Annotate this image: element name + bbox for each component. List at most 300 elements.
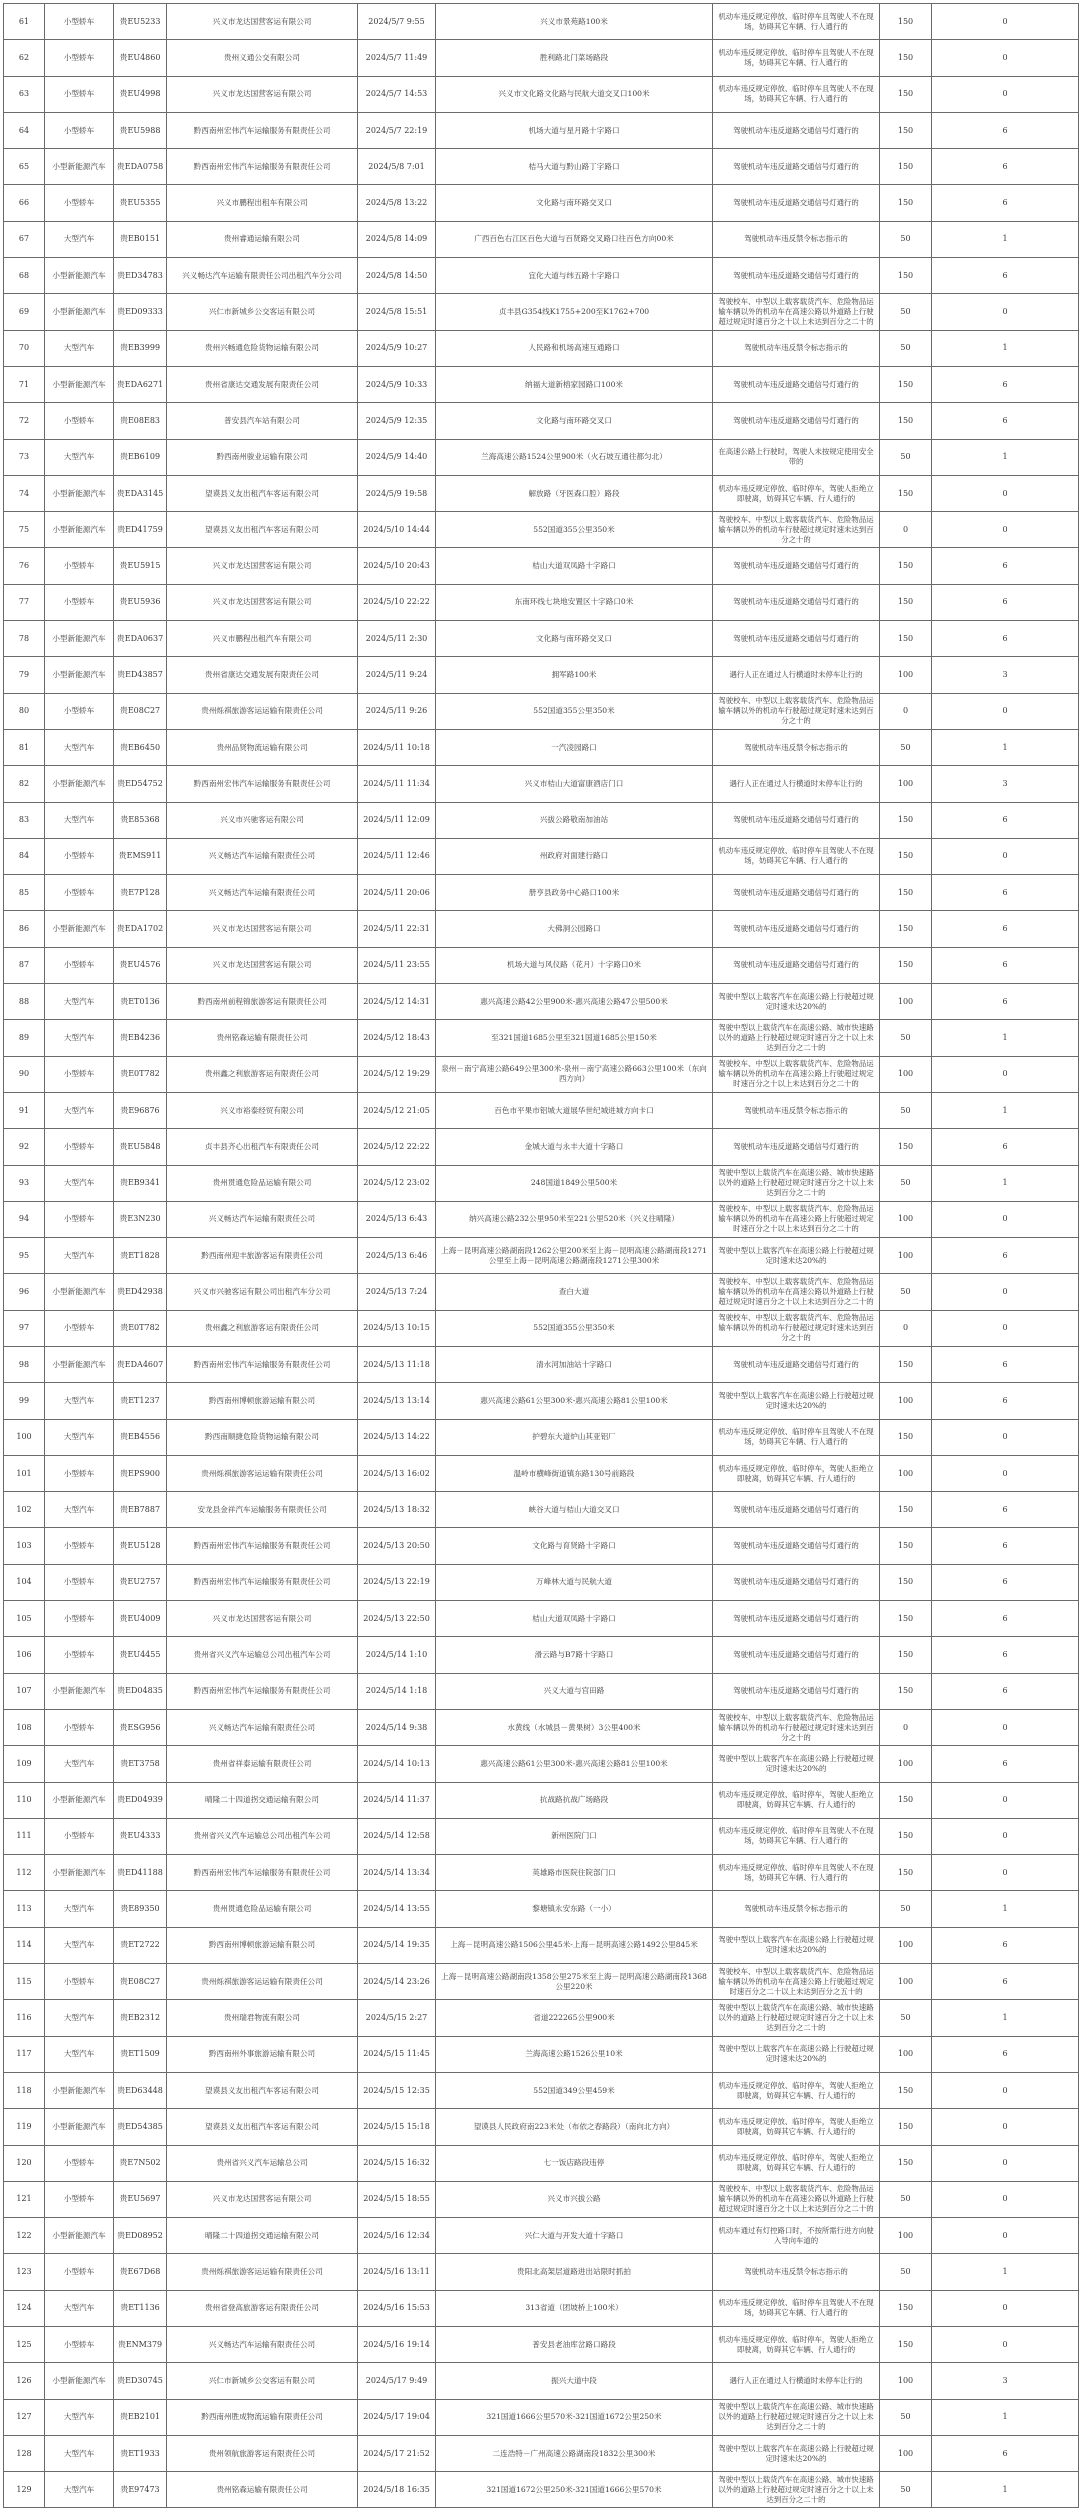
table-row xyxy=(4,1564,1079,1600)
fine-amount: 150 xyxy=(880,1419,932,1455)
row-number: 104 xyxy=(4,1564,45,1600)
row-number: 83 xyxy=(4,802,45,838)
vehicle-type: 大型汽车 xyxy=(45,1891,114,1927)
fine-amount: 150 xyxy=(880,875,932,911)
fine-amount: 150 xyxy=(880,40,932,76)
vehicle-type: 小型轿车 xyxy=(45,112,114,148)
fine-amount: 150 xyxy=(880,2290,932,2326)
row-number: 119 xyxy=(4,2109,45,2145)
violation-time: 2024/5/9 14:40 xyxy=(358,439,436,475)
company-name: 兴义市龙达国营客运有限公司 xyxy=(167,76,358,112)
row-number: 67 xyxy=(4,221,45,257)
vehicle-type: 大型汽车 xyxy=(45,1092,114,1128)
violation-time: 2024/5/14 10:13 xyxy=(358,1746,436,1782)
fine-amount: 0 xyxy=(880,1709,932,1745)
row-number: 66 xyxy=(4,185,45,221)
row-number: 122 xyxy=(4,2218,45,2254)
penalty-points: 1 xyxy=(932,2254,1079,2290)
violation-location: 313省道（团坡桥上100米） xyxy=(436,2290,713,2326)
violation-location: 贵阳北高架层道路进出站限时抓拍 xyxy=(436,2254,713,2290)
vehicle-type: 大型汽车 xyxy=(45,1238,114,1274)
violation-reason: 驾驶机动车违反禁令标志指示的 xyxy=(713,2254,880,2290)
vehicle-type: 小型新能源汽车 xyxy=(45,1274,114,1310)
vehicle-type: 小型轿车 xyxy=(45,1129,114,1165)
penalty-points: 1 xyxy=(932,2000,1079,2036)
vehicle-type: 小型新能源汽车 xyxy=(45,911,114,947)
row-number: 62 xyxy=(4,40,45,76)
table-row xyxy=(4,693,1079,729)
row-number: 129 xyxy=(4,2472,45,2508)
penalty-points: 6 xyxy=(932,403,1079,439)
fine-amount: 100 xyxy=(880,1056,932,1092)
penalty-points: 0 xyxy=(932,1855,1079,1891)
penalty-points: 6 xyxy=(932,1673,1079,1709)
penalty-points: 6 xyxy=(932,112,1079,148)
table-row xyxy=(4,766,1079,802)
violation-reason: 驾驶校车、中型以上载客载货汽车、危险物品运输车辆以外的机动车行驶超过规定时速未达到百分之十的 xyxy=(713,1310,880,1346)
fine-amount: 50 xyxy=(880,1274,932,1310)
penalty-points: 6 xyxy=(932,2036,1079,2072)
fine-amount: 0 xyxy=(880,512,932,548)
row-number: 65 xyxy=(4,149,45,185)
penalty-points: 1 xyxy=(932,2472,1079,2508)
row-number: 73 xyxy=(4,439,45,475)
fine-amount: 100 xyxy=(880,1455,932,1491)
violation-location: 桔马大道与黔山路丁字路口 xyxy=(436,149,713,185)
violation-time: 2024/5/12 23:02 xyxy=(358,1165,436,1201)
violation-time: 2024/5/13 10:15 xyxy=(358,1310,436,1346)
row-number: 110 xyxy=(4,1782,45,1818)
row-number: 114 xyxy=(4,1927,45,1963)
company-name: 贵州烁祺旅游客运运输有限责任公司 xyxy=(167,693,358,729)
table-row xyxy=(4,1056,1079,1092)
fine-amount: 150 xyxy=(880,185,932,221)
penalty-points: 0 xyxy=(932,40,1079,76)
plate-number: 贵EDA0637 xyxy=(114,621,167,657)
fine-amount: 100 xyxy=(880,1238,932,1274)
row-number: 77 xyxy=(4,584,45,620)
company-name: 兴义市兴驰客运有限公司出租汽车分公司 xyxy=(167,1274,358,1310)
company-name: 兴仁市新城乡公交客运有限公司 xyxy=(167,2363,358,2399)
table-row xyxy=(4,2254,1079,2290)
penalty-points: 6 xyxy=(932,1238,1079,1274)
table-body xyxy=(4,4,1079,2508)
company-name: 黔西南州宏伟汽车运输服务有限责任公司 xyxy=(167,766,358,802)
penalty-points: 1 xyxy=(932,221,1079,257)
plate-number: 贵EB2312 xyxy=(114,2000,167,2036)
company-name: 兴义市龙达国营客运有限公司 xyxy=(167,548,358,584)
violation-reason: 遇行人正在通过人行横道时未停车让行的 xyxy=(713,2363,880,2399)
violation-time: 2024/5/12 19:29 xyxy=(358,1056,436,1092)
plate-number: 贵EU5355 xyxy=(114,185,167,221)
penalty-points: 6 xyxy=(932,548,1079,584)
row-number: 124 xyxy=(4,2290,45,2326)
violation-location: 552国道349公里459米 xyxy=(436,2072,713,2108)
table-row xyxy=(4,403,1079,439)
table-row xyxy=(4,947,1079,983)
company-name: 望谟县义友出租汽车客运有限公司 xyxy=(167,2072,358,2108)
violation-reason: 驾驶机动车违反禁令标志指示的 xyxy=(713,1891,880,1927)
violation-reason: 在高速公路上行驶时，驾驶人未按规定使用安全带的 xyxy=(713,439,880,475)
violation-location: 552国道355公里350米 xyxy=(436,512,713,548)
violation-location: 惠兴高速公路61公里300米-惠兴高速公路81公里100米 xyxy=(436,1746,713,1782)
table-row xyxy=(4,1601,1079,1637)
vehicle-type: 大型汽车 xyxy=(45,984,114,1020)
table-row xyxy=(4,1637,1079,1673)
fine-amount: 150 xyxy=(880,1129,932,1165)
violation-time: 2024/5/11 12:09 xyxy=(358,802,436,838)
company-name: 黔西南州宏伟汽车运输服务有限责任公司 xyxy=(167,1564,358,1600)
row-number: 78 xyxy=(4,621,45,657)
company-name: 黔西南州宏伟汽车运输服务有限责任公司 xyxy=(167,1855,358,1891)
violation-location: 七一饭店路段违停 xyxy=(436,2145,713,2181)
vehicle-type: 小型新能源汽车 xyxy=(45,294,114,330)
fine-amount: 150 xyxy=(880,802,932,838)
violation-location: 省道222265公里900米 xyxy=(436,2000,713,2036)
penalty-points: 0 xyxy=(932,2181,1079,2217)
table-row xyxy=(4,1274,1079,1310)
violation-time: 2024/5/8 14:09 xyxy=(358,221,436,257)
row-number: 118 xyxy=(4,2072,45,2108)
vehicle-type: 小型新能源汽车 xyxy=(45,2363,114,2399)
violation-location: 兴义市文化路文化路与民航大道交叉口100米 xyxy=(436,76,713,112)
violation-reason: 驾驶中型以上载客汽车在高速公路上行驶超过规定时速未达20%的 xyxy=(713,1238,880,1274)
plate-number: 贵ED04835 xyxy=(114,1673,167,1709)
company-name: 贵州铭森运输有限责任公司 xyxy=(167,1020,358,1056)
violation-time: 2024/5/13 18:32 xyxy=(358,1492,436,1528)
vehicle-type: 大型汽车 xyxy=(45,2000,114,2036)
penalty-points: 0 xyxy=(932,1782,1079,1818)
table-row xyxy=(4,439,1079,475)
fine-amount: 50 xyxy=(880,2472,932,2508)
violation-time: 2024/5/13 20:50 xyxy=(358,1528,436,1564)
row-number: 96 xyxy=(4,1274,45,1310)
violation-location: 册亨县政务中心路口100米 xyxy=(436,875,713,911)
violation-reason: 驾驶中型以上载货汽车在高速公路、城市快速路以外的道路上行驶超过规定时速百分之十以上未达到百分之二十的 xyxy=(713,2399,880,2435)
penalty-points: 6 xyxy=(932,1383,1079,1419)
plate-number: 贵ED30745 xyxy=(114,2363,167,2399)
plate-number: 贵E08C27 xyxy=(114,693,167,729)
violation-reason: 驾驶机动车违反道路交通信号灯通行的 xyxy=(713,1601,880,1637)
table-row xyxy=(4,657,1079,693)
row-number: 86 xyxy=(4,911,45,947)
row-number: 85 xyxy=(4,875,45,911)
violation-location: 解放路（牙医森口腔）路段 xyxy=(436,475,713,511)
violation-reason: 机动车违反规定停放、临时停车且驾驶人不在现场，妨碍其它车辆、行人通行的 xyxy=(713,4,880,40)
row-number: 111 xyxy=(4,1818,45,1854)
plate-number: 贵ET2722 xyxy=(114,1927,167,1963)
penalty-points: 6 xyxy=(932,1746,1079,1782)
plate-number: 贵EDA1702 xyxy=(114,911,167,947)
company-name: 黔西南州前程锦旅游客运有限责任公司 xyxy=(167,984,358,1020)
fine-amount: 150 xyxy=(880,366,932,402)
company-name: 兴义市龙达国营客运有限公司 xyxy=(167,4,358,40)
penalty-points: 0 xyxy=(932,2109,1079,2145)
vehicle-type: 小型新能源汽车 xyxy=(45,366,114,402)
plate-number: 贵ET3758 xyxy=(114,1746,167,1782)
table-row xyxy=(4,4,1079,40)
plate-number: 贵E3N230 xyxy=(114,1201,167,1237)
vehicle-type: 大型汽车 xyxy=(45,1020,114,1056)
violation-location: 552国道355公里350米 xyxy=(436,693,713,729)
company-name: 贵州鑫之利旅游客运有限责任公司 xyxy=(167,1056,358,1092)
fine-amount: 150 xyxy=(880,475,932,511)
row-number: 100 xyxy=(4,1419,45,1455)
violation-reason: 驾驶中型以上载客汽车在高速公路上行驶超过规定时速未达20%的 xyxy=(713,1383,880,1419)
violation-location: 兴义大道与官田路 xyxy=(436,1673,713,1709)
row-number: 112 xyxy=(4,1855,45,1891)
violation-time: 2024/5/7 22:19 xyxy=(358,112,436,148)
plate-number: 贵EB6450 xyxy=(114,729,167,765)
row-number: 69 xyxy=(4,294,45,330)
penalty-points: 6 xyxy=(932,1564,1079,1600)
vehicle-type: 小型新能源汽车 xyxy=(45,1346,114,1382)
violation-reason: 机动车违反规定停放、临时停车，驾驶人拒绝立即驶离，妨碍其它车辆、行人通行的 xyxy=(713,475,880,511)
violation-time: 2024/5/10 20:43 xyxy=(358,548,436,584)
fine-amount: 150 xyxy=(880,548,932,584)
plate-number: 贵ET0136 xyxy=(114,984,167,1020)
violation-reason: 机动车违反规定停放、临时停车，驾驶人拒绝立即驶离，妨碍其它车辆、行人通行的 xyxy=(713,2109,880,2145)
table-row xyxy=(4,1927,1079,1963)
vehicle-type: 大型汽车 xyxy=(45,2472,114,2508)
table-row xyxy=(4,2000,1079,2036)
violation-reason: 驾驶校车、中型以上载客载货汽车、危险物品运输车辆以外的机动车在高速公路以外道路上行驶超过规定时速百分之十以上未达到百分之二十的 xyxy=(713,2181,880,2217)
violation-location: 查白大道 xyxy=(436,1274,713,1310)
row-number: 105 xyxy=(4,1601,45,1637)
penalty-points: 0 xyxy=(932,4,1079,40)
vehicle-type: 小型新能源汽车 xyxy=(45,657,114,693)
row-number: 80 xyxy=(4,693,45,729)
company-name: 晴隆二十四道拐交通运输有限公司 xyxy=(167,1782,358,1818)
vehicle-type: 小型轿车 xyxy=(45,584,114,620)
vehicle-type: 小型轿车 xyxy=(45,1564,114,1600)
violation-time: 2024/5/18 16:35 xyxy=(358,2472,436,2508)
fine-amount: 150 xyxy=(880,258,932,294)
fine-amount: 100 xyxy=(880,2435,932,2471)
fine-amount: 150 xyxy=(880,2109,932,2145)
violation-time: 2024/5/9 10:27 xyxy=(358,330,436,366)
violation-reason: 驾驶机动车违反禁令标志指示的 xyxy=(713,330,880,366)
penalty-points: 1 xyxy=(932,1092,1079,1128)
table-row xyxy=(4,875,1079,911)
plate-number: 贵ET1933 xyxy=(114,2435,167,2471)
row-number: 115 xyxy=(4,1964,45,2000)
company-name: 贵州省兴义汽车运输总公司出租汽车公司 xyxy=(167,1818,358,1854)
violation-location: 水黄线（水城县－黄果树）3公里400米 xyxy=(436,1709,713,1745)
violation-reason: 驾驶中型以上载货汽车在高速公路、城市快速路以外的道路上行驶超过规定时速百分之十以上未达到百分之二十的 xyxy=(713,1020,880,1056)
table-row xyxy=(4,1092,1079,1128)
penalty-points: 0 xyxy=(932,294,1079,330)
row-number: 84 xyxy=(4,838,45,874)
fine-amount: 50 xyxy=(880,2254,932,2290)
violation-time: 2024/5/12 18:43 xyxy=(358,1020,436,1056)
violation-reason: 驾驶中型以上载客汽车在高速公路上行驶超过规定时速未达20%的 xyxy=(713,2036,880,2072)
violation-location: 英雄路市医院住院部门口 xyxy=(436,1855,713,1891)
plate-number: 贵EU2757 xyxy=(114,1564,167,1600)
table-row xyxy=(4,984,1079,1020)
violation-time: 2024/5/13 22:50 xyxy=(358,1601,436,1637)
violation-location: 桔山大道双凤路十字路口 xyxy=(436,548,713,584)
penalty-points: 1 xyxy=(932,1891,1079,1927)
plate-number: 贵EU4009 xyxy=(114,1601,167,1637)
fine-amount: 50 xyxy=(880,294,932,330)
violation-time: 2024/5/9 19:58 xyxy=(358,475,436,511)
table-row xyxy=(4,1419,1079,1455)
company-name: 贵州鑫之利旅游客运有限责任公司 xyxy=(167,1310,358,1346)
violation-location: 望谟县人民政府南223米处（布依之春路段）（南向北方向） xyxy=(436,2109,713,2145)
violation-reason: 驾驶机动车违反道路交通信号灯通行的 xyxy=(713,403,880,439)
penalty-points: 0 xyxy=(932,838,1079,874)
violation-reason: 驾驶机动车违反道路交通信号灯通行的 xyxy=(713,1673,880,1709)
violation-reason: 遇行人正在通过人行横道时未停车让行的 xyxy=(713,657,880,693)
violation-reason: 机动车违反规定停放、临时停车且驾驶人不在现场，妨碍其它车辆、行人通行的 xyxy=(713,838,880,874)
fine-amount: 100 xyxy=(880,2218,932,2254)
plate-number: 贵EB3999 xyxy=(114,330,167,366)
vehicle-type: 小型轿车 xyxy=(45,1455,114,1491)
vehicle-type: 小型轿车 xyxy=(45,185,114,221)
plate-number: 贵E97473 xyxy=(114,2472,167,2508)
violation-time: 2024/5/15 2:27 xyxy=(358,2000,436,2036)
vehicle-type: 小型新能源汽车 xyxy=(45,766,114,802)
violation-time: 2024/5/7 9:55 xyxy=(358,4,436,40)
row-number: 64 xyxy=(4,112,45,148)
penalty-points: 1 xyxy=(932,1020,1079,1056)
plate-number: 贵ED42938 xyxy=(114,1274,167,1310)
vehicle-type: 小型轿车 xyxy=(45,693,114,729)
plate-number: 贵EB2101 xyxy=(114,2399,167,2435)
row-number: 90 xyxy=(4,1056,45,1092)
violation-location: 清水河加油站十字路口 xyxy=(436,1346,713,1382)
plate-number: 贵EU4998 xyxy=(114,76,167,112)
vehicle-type: 小型新能源汽车 xyxy=(45,1673,114,1709)
violation-reason: 机动车违反规定停放、临时停车，驾驶人拒绝立即驶离，妨碍其它车辆、行人通行的 xyxy=(713,2327,880,2363)
violation-reason: 驾驶机动车违反道路交通信号灯通行的 xyxy=(713,947,880,983)
plate-number: 贵EB4236 xyxy=(114,1020,167,1056)
violation-reason: 驾驶校车、中型以上载客载货汽车、危险物品运输车辆以外的机动车在高速公路上行驶超过规定时速百分之二十以上未达到百分之五十的 xyxy=(713,1964,880,2000)
violation-reason: 机动车违反规定停放、临时停车且驾驶人不在现场，妨碍其它车辆、行人通行的 xyxy=(713,1818,880,1854)
vehicle-type: 大型汽车 xyxy=(45,2399,114,2435)
fine-amount: 150 xyxy=(880,1637,932,1673)
plate-number: 贵EU4333 xyxy=(114,1818,167,1854)
vehicle-type: 大型汽车 xyxy=(45,1746,114,1782)
violation-location: 州政府对面建行路口 xyxy=(436,838,713,874)
violation-time: 2024/5/8 7:01 xyxy=(358,149,436,185)
vehicle-type: 小型轿车 xyxy=(45,1637,114,1673)
plate-number: 贵EB7887 xyxy=(114,1492,167,1528)
fine-amount: 100 xyxy=(880,1746,932,1782)
row-number: 128 xyxy=(4,2435,45,2471)
fine-amount: 150 xyxy=(880,911,932,947)
table-row xyxy=(4,1709,1079,1745)
table-row xyxy=(4,1673,1079,1709)
violation-time: 2024/5/14 1:18 xyxy=(358,1673,436,1709)
penalty-points: 0 xyxy=(932,693,1079,729)
plate-number: 贵ED08952 xyxy=(114,2218,167,2254)
violation-reason: 驾驶校车、中型以上载客载货汽车、危险物品运输车辆以外的机动车行驶超过规定时速未达到百分之十的 xyxy=(713,512,880,548)
company-name: 兴义市鹏程出租车有限公司 xyxy=(167,185,358,221)
penalty-points: 6 xyxy=(932,1637,1079,1673)
violation-time: 2024/5/13 7:24 xyxy=(358,1274,436,1310)
table-row xyxy=(4,2399,1079,2435)
vehicle-type: 大型汽车 xyxy=(45,1419,114,1455)
penalty-points: 6 xyxy=(932,1492,1079,1528)
violation-location: 兴义市景苑路100米 xyxy=(436,4,713,40)
violation-time: 2024/5/13 22:19 xyxy=(358,1564,436,1600)
company-name: 贵州贯通危险品运输有限公司 xyxy=(167,1891,358,1927)
company-name: 兴义市龙达国营客运有限公司 xyxy=(167,1601,358,1637)
violation-reason: 驾驶中型以上载货汽车在高速公路、城市快速路以外的道路上行驶超过规定时速百分之十以上未达到百分之二十的 xyxy=(713,2472,880,2508)
company-name: 黔西南州宏伟汽车运输服务有限责任公司 xyxy=(167,149,358,185)
row-number: 117 xyxy=(4,2036,45,2072)
fine-amount: 150 xyxy=(880,1564,932,1600)
plate-number: 贵ET1509 xyxy=(114,2036,167,2072)
penalty-points: 1 xyxy=(932,729,1079,765)
violation-time: 2024/5/10 14:44 xyxy=(358,512,436,548)
violation-time: 2024/5/15 18:55 xyxy=(358,2181,436,2217)
row-number: 123 xyxy=(4,2254,45,2290)
violation-reason: 机动车通过有灯控路口时，不按所需行进方向驶入导向车道的 xyxy=(713,2218,880,2254)
table-row xyxy=(4,2145,1079,2181)
violation-location: 文化路与南环路交叉口 xyxy=(436,185,713,221)
violation-reason: 驾驶机动车违反禁令标志指示的 xyxy=(713,1092,880,1128)
row-number: 109 xyxy=(4,1746,45,1782)
penalty-points: 6 xyxy=(932,621,1079,657)
fine-amount: 150 xyxy=(880,1492,932,1528)
fine-amount: 150 xyxy=(880,2145,932,2181)
violation-location: 兰海高速公路1526公里10米 xyxy=(436,2036,713,2072)
violation-time: 2024/5/16 15:53 xyxy=(358,2290,436,2326)
vehicle-type: 小型轿车 xyxy=(45,1709,114,1745)
row-number: 103 xyxy=(4,1528,45,1564)
table-row xyxy=(4,149,1079,185)
fine-amount: 150 xyxy=(880,1855,932,1891)
table-row xyxy=(4,2181,1079,2217)
penalty-points: 6 xyxy=(932,802,1079,838)
violation-time: 2024/5/14 11:37 xyxy=(358,1782,436,1818)
plate-number: 贵EU4455 xyxy=(114,1637,167,1673)
vehicle-type: 大型汽车 xyxy=(45,1383,114,1419)
fine-amount: 150 xyxy=(880,1782,932,1818)
violation-reason: 机动车违反规定停放、临时停车且驾驶人不在现场，妨碍其它车辆、行人通行的 xyxy=(713,2290,880,2326)
vehicle-type: 小型新能源汽车 xyxy=(45,258,114,294)
penalty-points: 6 xyxy=(932,584,1079,620)
violation-reason: 驾驶机动车违反道路交通信号灯通行的 xyxy=(713,802,880,838)
table-row xyxy=(4,2327,1079,2363)
table-row xyxy=(4,1020,1079,1056)
violation-location: 胜利路北门菜场路段 xyxy=(436,40,713,76)
plate-number: 贵E08E83 xyxy=(114,403,167,439)
row-number: 81 xyxy=(4,729,45,765)
fine-amount: 50 xyxy=(880,221,932,257)
fine-amount: 0 xyxy=(880,693,932,729)
violation-reason: 驾驶机动车违反道路交通信号灯通行的 xyxy=(713,1346,880,1382)
company-name: 贵州省康达交通发展有限责任公司 xyxy=(167,657,358,693)
violation-time: 2024/5/11 23:55 xyxy=(358,947,436,983)
violation-time: 2024/5/7 11:49 xyxy=(358,40,436,76)
fine-amount: 150 xyxy=(880,947,932,983)
row-number: 126 xyxy=(4,2363,45,2399)
table-row xyxy=(4,512,1079,548)
violation-time: 2024/5/11 12:46 xyxy=(358,838,436,874)
violation-reason: 驾驶机动车违反道路交通信号灯通行的 xyxy=(713,1492,880,1528)
violation-location: 一汽凌园路口 xyxy=(436,729,713,765)
plate-number: 贵ED34783 xyxy=(114,258,167,294)
violation-reason: 遇行人正在通过人行横道时未停车让行的 xyxy=(713,766,880,802)
vehicle-type: 小型轿车 xyxy=(45,1310,114,1346)
row-number: 75 xyxy=(4,512,45,548)
plate-number: 贵E0T782 xyxy=(114,1310,167,1346)
violation-location: 机场大道与风仪路（花月）十字路口0米 xyxy=(436,947,713,983)
